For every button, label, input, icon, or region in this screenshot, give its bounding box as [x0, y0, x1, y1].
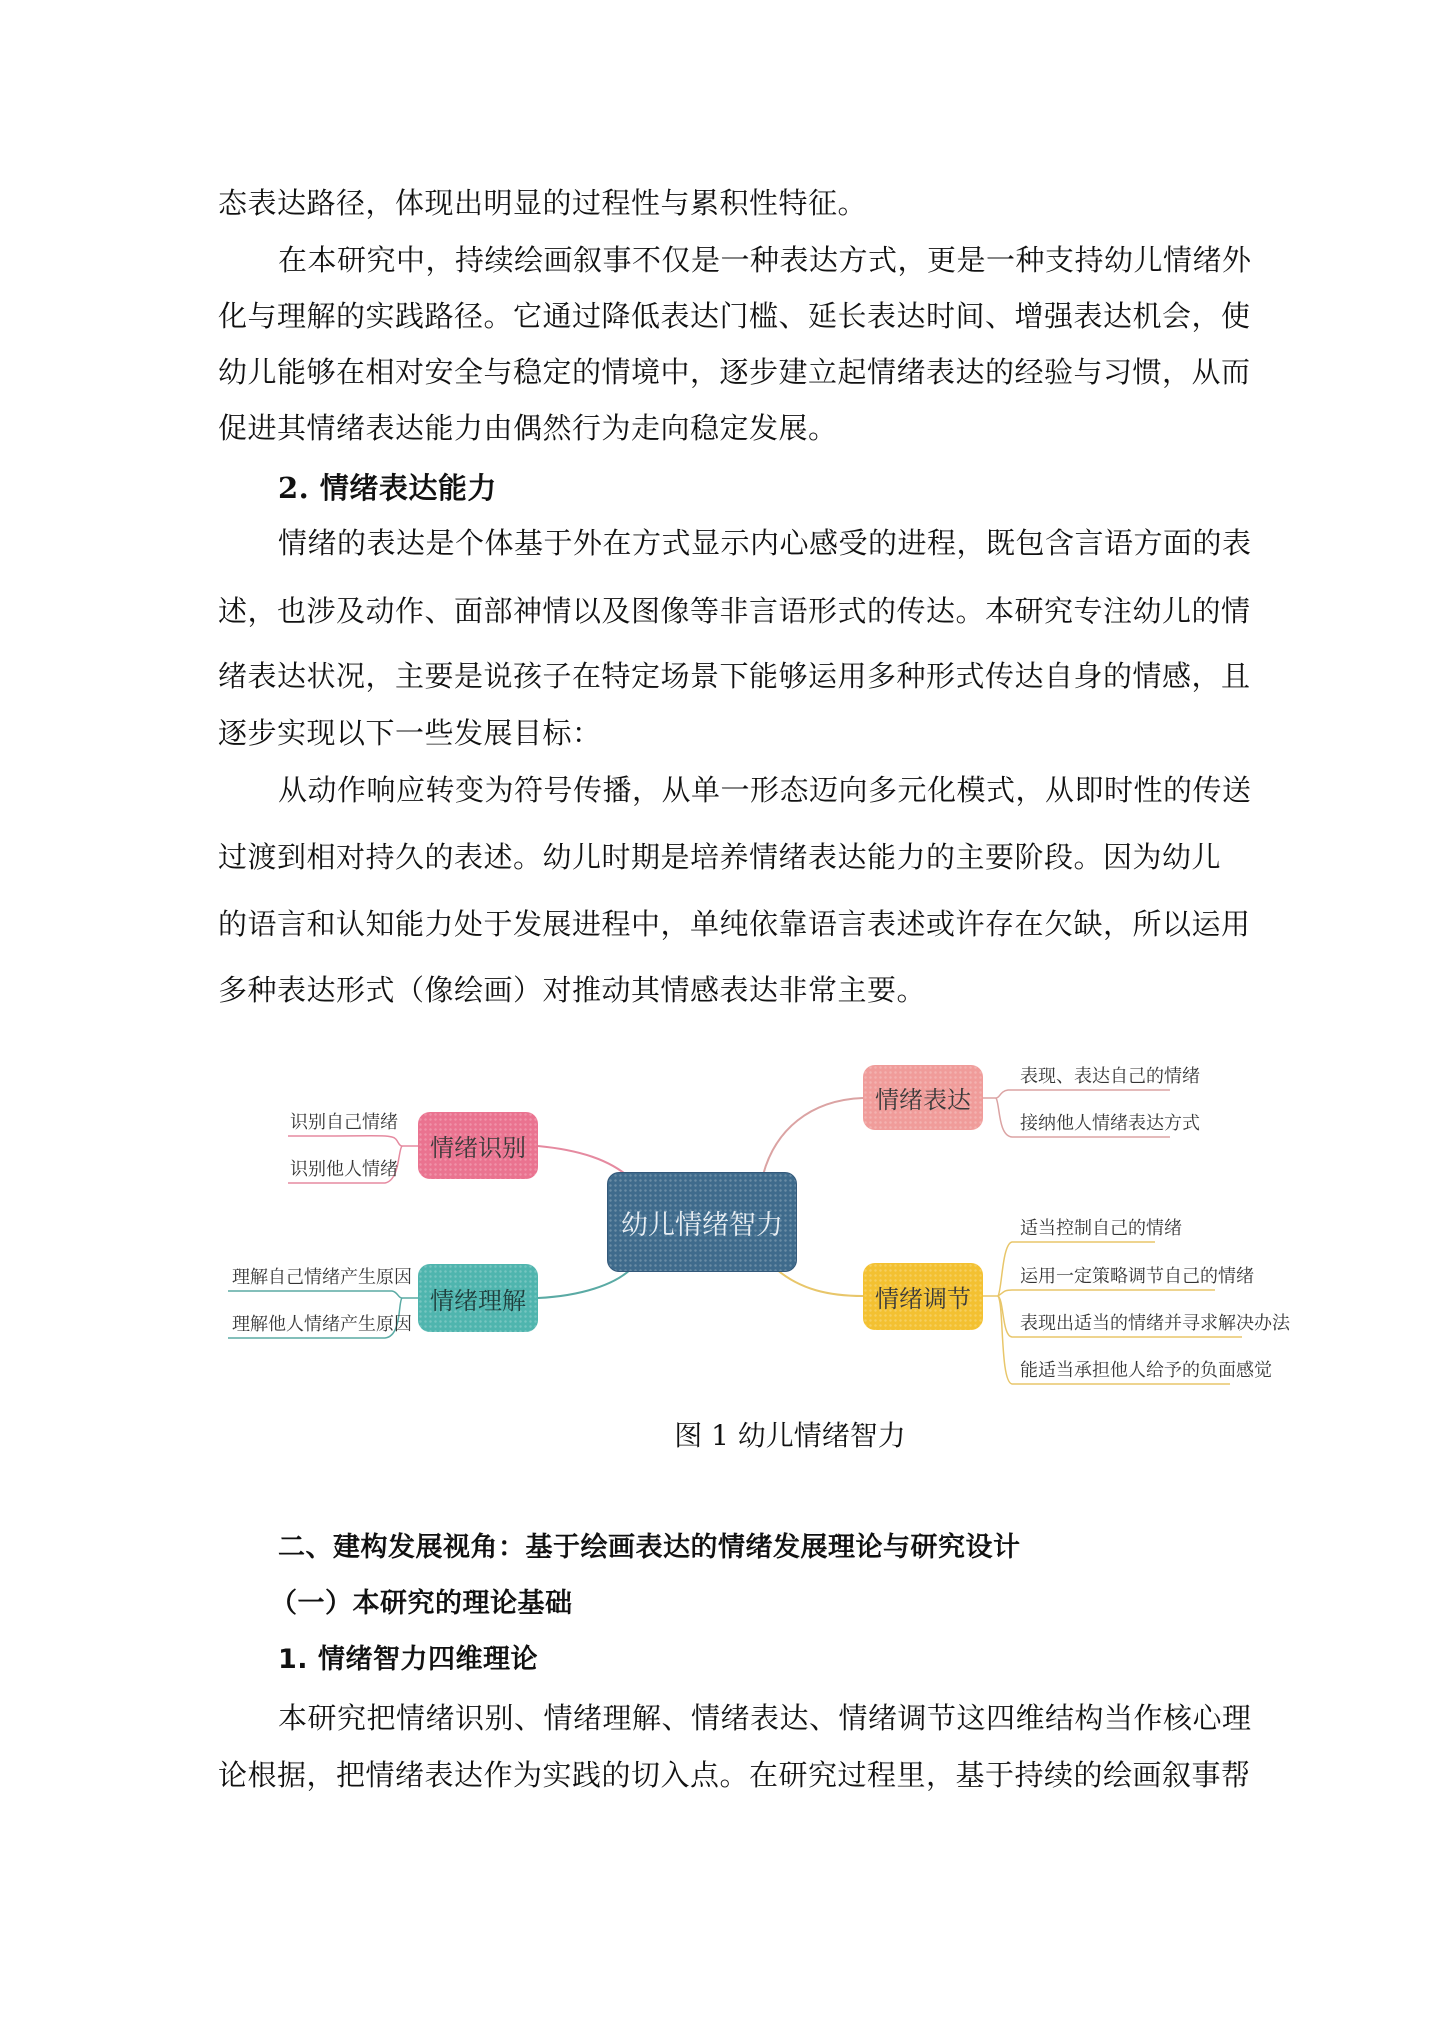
body-line: 从动作响应转变为符号传播，从单一形态迈向多元化模式，从即时性的传送	[278, 773, 1252, 807]
body-line: 态表达路径，体现出明显的过程性与累积性特征。	[218, 186, 868, 220]
body-line: 的语言和认知能力处于发展进程中，单纯依靠语言表述或许存在欠缺，所以运用	[218, 907, 1251, 941]
body-line: 化与理解的实践路径。它通过降低表达门槛、延长表达时间、增强表达机会，使	[218, 299, 1251, 333]
mind-map-center-node	[607, 1172, 797, 1272]
branch-node-expression	[863, 1065, 983, 1130]
body-line: 过渡到相对持久的表述。幼儿时期是培养情绪表达能力的主要阶段。因为幼儿	[218, 840, 1222, 874]
center-node-label: 幼儿情绪智力	[621, 1209, 783, 1241]
leaf-label: 识别他人情绪	[290, 1159, 398, 1180]
figure-caption: 图 1 幼儿情绪智力	[674, 1419, 906, 1452]
body-line: 本研究把情绪识别、情绪理解、情绪表达、情绪调节这四维结构当作核心理	[278, 1701, 1252, 1735]
leaf-label: 适当控制自己的情绪	[1020, 1218, 1182, 1239]
body-line: 述，也涉及动作、面部神情以及图像等非言语形式的传达。本研究专注幼儿的情	[218, 594, 1251, 628]
body-line: 幼儿能够在相对安全与稳定的情境中，逐步建立起情绪表达的经验与习惯，从而	[218, 355, 1251, 389]
leaf-label: 表现、表达自己的情绪	[1020, 1066, 1200, 1087]
item-heading: 1. 情绪智力四维理论	[278, 1644, 538, 1675]
leaf-label: 能适当承担他人给予的负面感觉	[1020, 1360, 1272, 1381]
subheading-emotional-expression: 2. 情绪表达能力	[278, 471, 497, 505]
body-line: 多种表达形式（像绘画）对推动其情感表达非常主要。	[218, 973, 927, 1007]
leaf-label: 表现出适当的情绪并寻求解决办法	[1020, 1313, 1290, 1334]
leaf-label: 接纳他人情绪表达方式	[1020, 1113, 1200, 1134]
branch-label: 情绪调节	[875, 1285, 971, 1313]
leaf-label: 理解自己情绪产生原因	[232, 1267, 412, 1288]
branch-label: 情绪表达	[875, 1086, 971, 1114]
branch-node-recognition	[418, 1112, 538, 1179]
branch-node-regulation	[863, 1263, 983, 1330]
body-line: 绪表达状况，主要是说孩子在特定场景下能够运用多种形式传达自身的情感，且	[218, 659, 1251, 693]
leaf-label: 运用一定策略调节自己的情绪	[1020, 1266, 1254, 1287]
leaf-label: 理解他人情绪产生原因	[232, 1314, 412, 1335]
body-line: 情绪的表达是个体基于外在方式显示内心感受的进程，既包含言语方面的表	[278, 526, 1252, 560]
body-line: 在本研究中，持续绘画叙事不仅是一种表达方式，更是一种支持幼儿情绪外	[278, 243, 1252, 277]
body-line: 促进其情绪表达能力由偶然行为走向稳定发展。	[218, 411, 838, 445]
branch-label: 情绪理解	[430, 1286, 526, 1315]
body-line: 逐步实现以下一些发展目标：	[218, 716, 602, 750]
section-heading: 二、建构发展视角：基于绘画表达的情绪发展理论与研究设计	[278, 1532, 1021, 1563]
subsection-heading: （一）本研究的理论基础	[270, 1588, 573, 1619]
branch-node-understanding	[418, 1264, 538, 1332]
branch-label: 情绪识别	[430, 1134, 526, 1162]
body-line: 论根据，把情绪表达作为实践的切入点。在研究过程里，基于持续的绘画叙事帮	[218, 1758, 1251, 1792]
leaf-label: 识别自己情绪	[290, 1112, 398, 1133]
